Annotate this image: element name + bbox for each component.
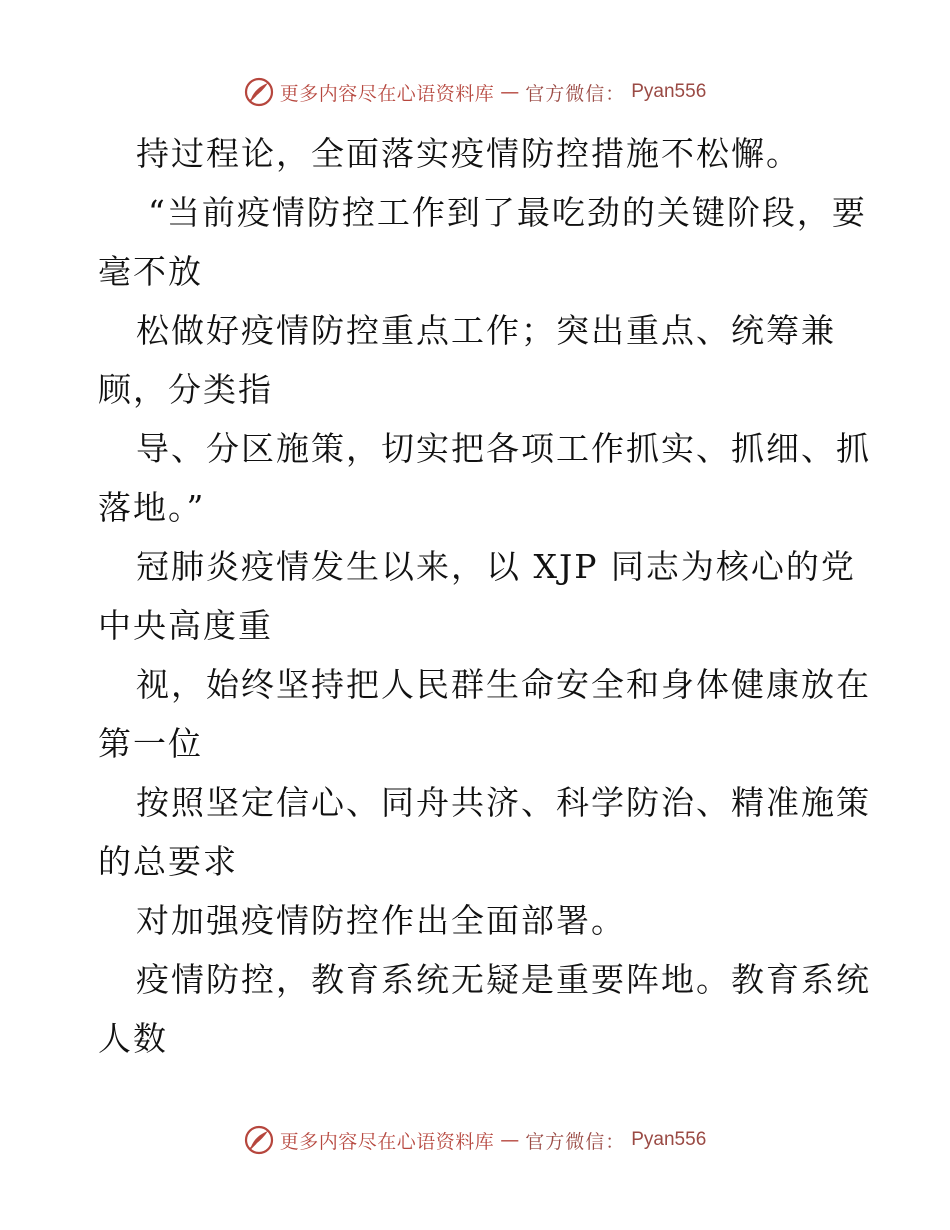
watermark-official-label: 官方微信：: [525, 1130, 626, 1153]
text-line: 疫情防控，教育系统无疑是重要阵地。教育系统: [136, 960, 871, 999]
text-line: 中央高度重: [98, 606, 273, 645]
text-line: 松做好疫情防控重点工作；突出重点、统筹兼: [136, 311, 836, 350]
text-line: 顾，分类指: [98, 370, 273, 409]
watermark-wechat-id: Pyan556: [631, 81, 707, 102]
text-line: 毫不放: [98, 252, 203, 291]
text-line: 的总要求: [98, 842, 238, 881]
text-line: “当前疫情防控工作到了最吃劲的关键阶段，要: [148, 193, 867, 232]
watermark-wechat-id: Pyan556: [631, 1129, 707, 1150]
footer-watermark: [0, 1120, 950, 1160]
feather-logo-icon: [244, 1125, 274, 1155]
header-watermark: [0, 72, 950, 112]
text-line: 导、分区施策，切实把各项工作抓实、抓细、抓: [136, 429, 871, 468]
text-line: 落地。”: [98, 488, 206, 527]
watermark-dash: —: [500, 1129, 520, 1151]
watermark-main-text: 更多内容尽在心语资料库: [279, 82, 495, 105]
feather-logo-icon: [244, 77, 274, 107]
text-line: 按照坚定信心、同舟共济、科学防治、精准施策: [136, 783, 871, 822]
text-line: 第一位: [98, 724, 203, 763]
text-line: 人数: [98, 1019, 168, 1058]
text-line: 对加强疫情防控作出全面部署。: [136, 901, 626, 940]
document-body: [98, 124, 871, 1068]
watermark-dash: —: [500, 81, 520, 103]
text-line: 视，始终坚持把人民群生命安全和身体健康放在: [136, 665, 871, 704]
watermark-main-text: 更多内容尽在心语资料库: [279, 1130, 495, 1153]
watermark-official-label: 官方微信：: [525, 82, 626, 105]
text-line: 持过程论，全面落实疫情防控措施不松懈。: [136, 134, 801, 173]
text-line: 冠肺炎疫情发生以来，以 XJP 同志为核心的党: [136, 547, 856, 586]
